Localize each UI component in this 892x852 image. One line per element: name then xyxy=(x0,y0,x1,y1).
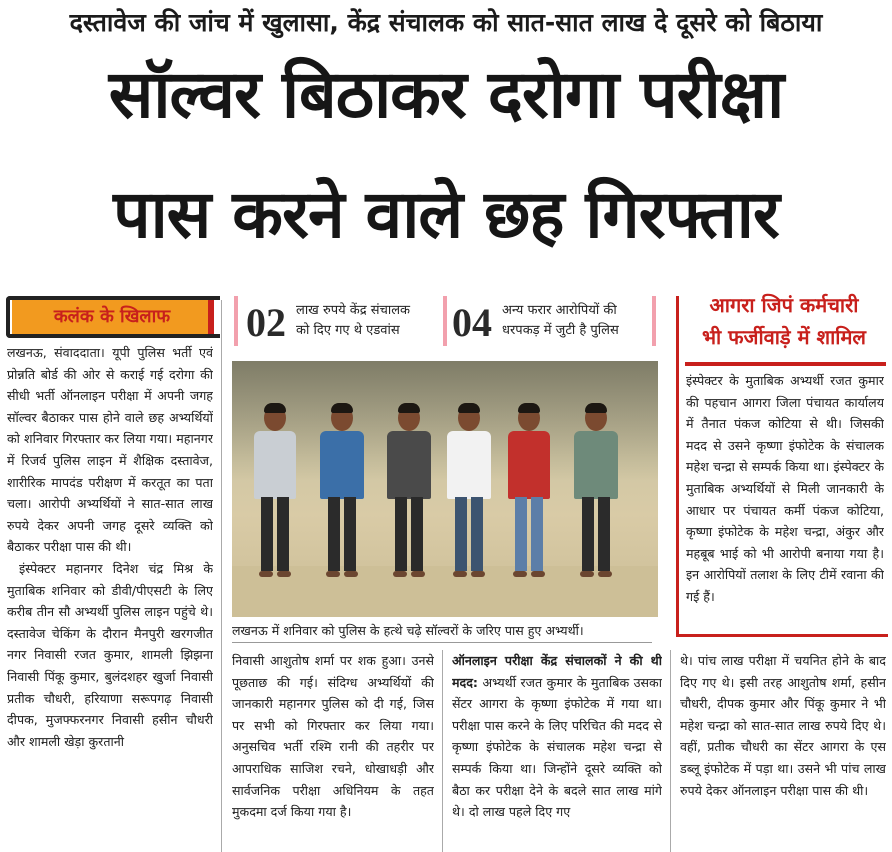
fact-text-1-line-1: लाख रुपये केंद्र संचालक xyxy=(296,303,411,318)
fact-bracket-right xyxy=(652,296,656,346)
column-divider-1 xyxy=(221,300,222,852)
sidebar-border-left xyxy=(676,296,679,636)
fact-bracket-mid xyxy=(443,296,447,346)
fact-number-1: 02 xyxy=(246,300,286,345)
photo-person xyxy=(387,401,431,581)
fact-text-1 xyxy=(296,301,410,341)
caption-rule xyxy=(232,642,652,643)
column-3-body: अभ्यर्थी रजत कुमार के मुताबिक उसका सेंटर आगरा के कृष्णा इंफोटेक में गया था। परीक्षा पास करने के लिए परिचित की मदद से कृष्णा इंफोटेक के संचालक महेश चन्द्रा से सम्पर्क किया था। जिन्होंने दूसरे व्यक्ति को बैठा कर परीक्षा देने के बदले सात लाख मांगे थे। दो लाख पहले दिए गए xyxy=(452,674,662,820)
sidebar-separator xyxy=(685,362,886,366)
main-headline-line-2: पास करने वाले छह गिरफ्तार xyxy=(113,176,779,253)
column-2 xyxy=(232,650,434,852)
column-3 xyxy=(452,650,662,852)
sidebar-body: इंस्पेक्टर के मुताबिक अभ्यर्थी रजत कुमार की पहचान आगरा जिला पंचायत कार्यालय में तैनात पंकज कोटिया से थी। जिसकी मदद से उसने कृष्णा इंफोटेक के संचालक महेश चन्द्रा से सम्पर्क किया था। इंस्पेक्टर के मुताबिक अभ्यर्थियों से मिली जानकारी के आधार पर पंचायत कर्मी पंकज कोटिया, कृष्णा इंफोटेक के महेश चन्द्रा, अंकुर और महबूब भाई को भी आरोपी बनाया गया है। इन आरोपियों तलाश के लिए टीमें रवाना की गई हैं। xyxy=(686,373,884,604)
column-1-paragraph-2: इंस्पेक्टर महानगर दिनेश चंद्र मिश्र के मुताबिक शनिवार को डीवी/पीएसटी के लिए करीब तीन सौ अभ्यर्थी पुलिस लाइन पहुंचे थे। दस्तावेज चेकिंग के दौरान मैनपुरी खरगजीत नगर निवासी रजत कुमार, शामली झिझना निवासी पिंकू कुमार, बुलंदशहर खुर्जा निवासी प्रतीक चौधरी, हरियाणा सरूपगढ़ निवासी दीपक, मुजफ्फरनगर निवासी हसीन चौधरी और शामली खेड़ा कुरतानी xyxy=(7,560,213,749)
sidebar-title xyxy=(685,289,883,353)
column-1 xyxy=(7,342,213,852)
column-3-lead: ऑनलाइन परीक्षा केंद्र संचालकों ने की थी मदद: xyxy=(452,653,662,690)
sidebar-title-line-2: भी फर्जीवाड़े में शामिल xyxy=(701,325,866,349)
section-tag-label: कलंक के खिलाफ xyxy=(12,300,212,334)
fact-bracket-left-1 xyxy=(234,296,238,346)
column-divider-2 xyxy=(442,650,443,852)
fact-number-2: 04 xyxy=(452,300,492,345)
photo-caption: लखनऊ में शनिवार को पुलिस के हत्थे चढ़े सॉल्वरों के जरिए पास हुए अभ्यर्थी। xyxy=(232,623,584,638)
column-3-paragraph-1 xyxy=(452,650,662,823)
column-4-paragraph-1: थे। पांच लाख परीक्षा में चयनित होने के बाद दिए गए थे। इसी तरह आशुतोष शर्मा, हसीन चौधरी, दीपक कुमार और पिंकू कुमार ने भी महेश चन्द्रा को सात-सात लाख रुपये दिए थे। वहीं, प्रतीक चौधरी का सेंटर आगरा के एस डब्लू इंफोटेक में पड़ा था। उसने भी पांच लाख रुपये देकर ऑनलाइन परीक्षा पास की थी। xyxy=(680,653,886,798)
fact-text-2-line-1: अन्य फरार आरोपियों की xyxy=(502,303,617,318)
main-headline-line-1: सॉल्वर बिठाकर दरोगा परीक्षा xyxy=(108,56,784,133)
sidebar-border-bottom xyxy=(676,634,888,637)
sidebar-title-line-1: आगरा जिपं कर्मचारी xyxy=(709,293,859,317)
photo-person xyxy=(508,401,550,581)
photo-person xyxy=(447,401,491,581)
column-1-paragraph-1: लखनऊ, संवाददाता। यूपी पुलिस भर्ती एवं प्रोन्नति बोर्ड की ओर से कराई गई दरोगा की सीधी भर्ती ऑनलाइन परीक्षा में अपनी जगह सॉल्वर बैठाकर पास होने वाले छह अभ्यर्थियों को शनिवार गिरफ्तार कर लिया गया। महानगर में रिजर्व पुलिस लाइन में शैक्षिक दस्तावेज, शारीरिक मापदंड परीक्षण में करतूत का पता चला। आरोपी अभ्यर्थियों ने सात-सात लाख रुपये देकर अपनी जगह दूसरे व्यक्ति को बैठाकर परीक्षा पास की थी। xyxy=(7,345,213,555)
photo-person xyxy=(254,401,296,581)
fact-text-2-line-2: धरपकड़ में जुटी है पुलिस xyxy=(502,323,619,338)
kicker-headline: दस्तावेज की जांच में खुलासा, केंद्र संचालक को सात-सात लाख दे दूसरे को बिठाया xyxy=(69,8,823,37)
photo-person xyxy=(574,401,618,581)
column-divider-3 xyxy=(670,650,671,852)
photo-person xyxy=(320,401,364,581)
arrested-candidates-photo xyxy=(232,361,658,617)
column-4 xyxy=(680,650,886,852)
fact-text-1-line-2: को दिए गए थे एडवांस xyxy=(296,323,400,338)
fact-text-2 xyxy=(502,301,619,341)
section-tag-accent xyxy=(208,300,214,334)
column-2-paragraph-1: निवासी आशुतोष शर्मा पर शक हुआ। उनसे पूछताछ की गई। संदिग्ध अभ्यर्थियों की जानकारी महानगर पुलिस को दी गई, जिस पर सभी को गिरफ्तार कर लिया गया। अनुसचिव भर्ती रश्मि रानी की तहरीर पर आपराधिक साजिश रचने, धोखाधड़ी और सार्वजनिक परीक्षा अधिनियम के तहत मुकदमा दर्ज किया गया है। xyxy=(232,653,434,820)
